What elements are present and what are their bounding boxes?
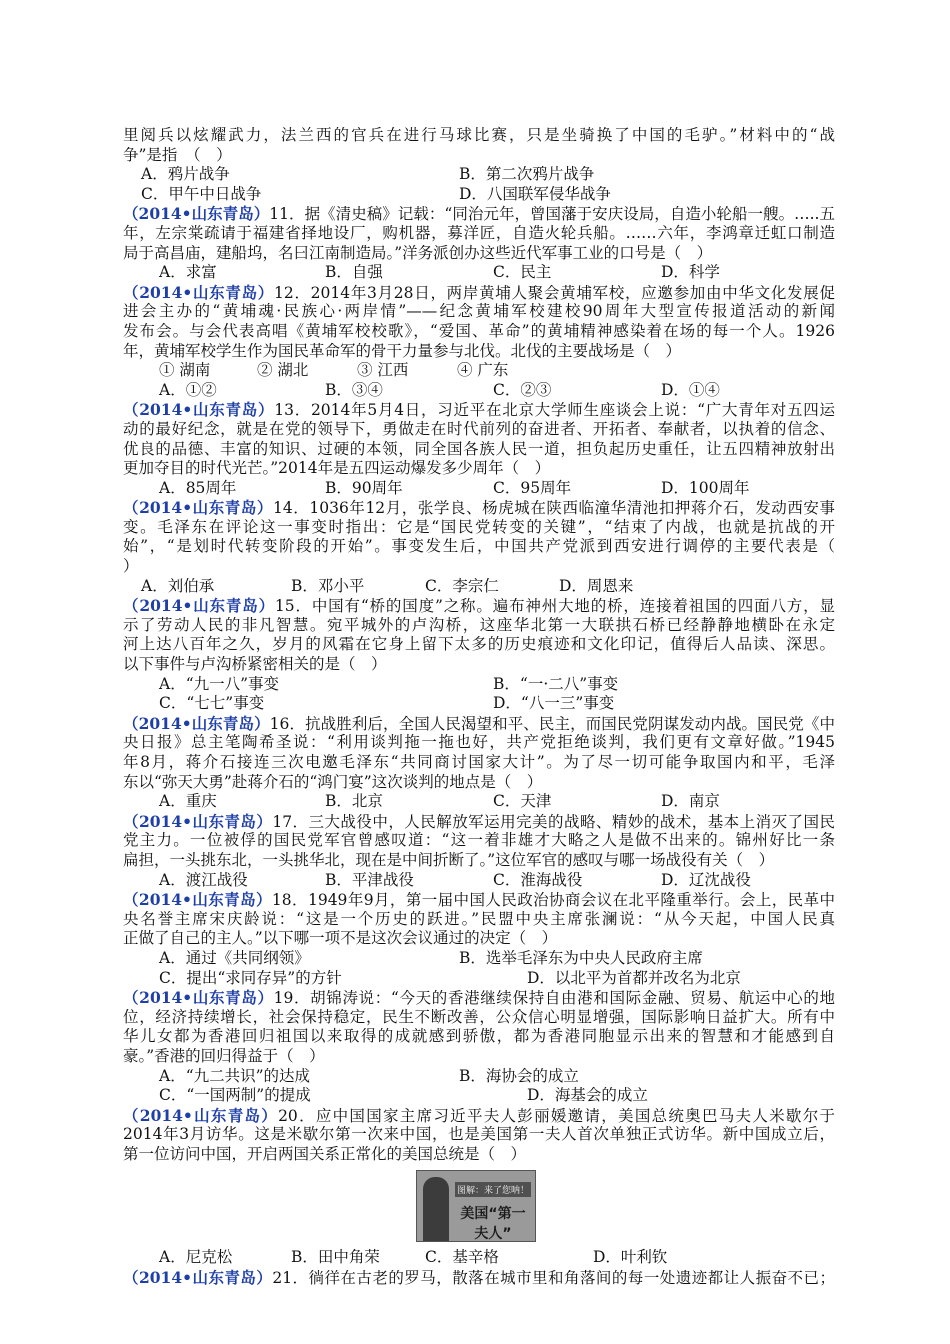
q13-line: 优良的品德、丰富的知识、过硬的本领，同全国各族人民一道，担负起历史重任，让五四精神放射出 bbox=[123, 439, 835, 458]
q11-text: 11．据《清史稿》记载：“同治元年，曾国藩于安庆设局，自造小轮船一艘。…..五 bbox=[269, 205, 835, 224]
q18-options-row bbox=[123, 949, 835, 969]
q10-option-d: D．八国联军侵华战争 bbox=[459, 184, 611, 203]
q12-source: （2014•山东青岛） bbox=[123, 282, 275, 302]
q15-line: 以下事件与卢沟桥紧密相关的是（ ） bbox=[123, 655, 387, 674]
q15-source: （2014•山东青岛） bbox=[123, 596, 275, 616]
q16-text: 16．抗战胜利后，全国人民渴望和平、民主，而国民党阴谋发动内战。国民党《中 bbox=[269, 714, 835, 733]
q17-line: 扁担，一头挑东北，一头挑华北，现在是中间折断了。”这位军官的感叹与哪一场战役有关（ ） bbox=[123, 850, 775, 869]
q12-statement-2: ② 湖北 bbox=[257, 361, 309, 380]
q19-line: 豪。”香港的回归得益于（ ） bbox=[123, 1046, 325, 1065]
q20-source: （2014•山东青岛） bbox=[123, 1105, 279, 1125]
q15-line: 河上达八百年之久，岁月的风霜在它身上留下太多的历史痕迹和文化印记，值得后人品读、深思。 bbox=[123, 635, 835, 654]
q12-option-a: A．①② bbox=[159, 380, 217, 399]
q19-line: 位，经济持续增长，社会保持稳定，民生不断改善，公众信心明显增强，国际影响日益扩大。所有中 bbox=[123, 1007, 835, 1026]
photo-caption bbox=[455, 1179, 531, 1242]
q15-line: 示了劳动人民的非凡智慧。宛平城外的卢沟桥，这座华北第一大联拱石桥已经静静地横卧在永定 bbox=[123, 615, 835, 634]
photo-caption-small: 图解：来了您呐！ bbox=[455, 1182, 531, 1197]
q21-text: 21．徜徉在古老的罗马，散落在城市里和角落间的每一处遗迹都让人振奋不已； bbox=[272, 1269, 835, 1288]
q12-option-c: C．②③ bbox=[493, 380, 552, 399]
q14-option-a: A．刘伯承 bbox=[141, 576, 215, 595]
q18-line bbox=[123, 890, 835, 910]
q11-option-c: C．民主 bbox=[493, 263, 552, 282]
q12-line: 进会主办的“黄埔魂·民族心·两岸情”——纪念黄埔军校建校90周年大型宣传报道活动的新闻 bbox=[123, 302, 835, 321]
q19-source: （2014•山东青岛） bbox=[123, 988, 274, 1008]
q11-line: 局于高昌庙，建船坞，名曰江南制造局。”洋务派创办这些近代军事工业的口号是（ ） bbox=[123, 243, 713, 262]
q20-line: 第一位访问中国，开启两国关系正常化的美国总统是（ ） bbox=[123, 1144, 527, 1163]
q17-line: 党主力。一位被俘的国民党军官曾感叹道：“这一着非雄才大略之人是做不出来的。锦州好比一条 bbox=[123, 831, 835, 850]
first-lady-photo bbox=[416, 1170, 536, 1242]
q17-option-a: A．渡江战役 bbox=[159, 870, 248, 889]
q10-option-b: B．第二次鸦片战争 bbox=[459, 165, 595, 184]
q18-text: 18．1949年9月，第一届中国人民政治协商会议在北平隆重举行。会上，民革中 bbox=[271, 891, 835, 910]
q17-line bbox=[123, 812, 835, 832]
q13-line bbox=[123, 400, 835, 420]
q17-source: （2014•山东青岛） bbox=[123, 811, 273, 831]
q21-line bbox=[123, 1268, 835, 1288]
q14-line bbox=[123, 498, 835, 518]
q11-line: 年，左宗棠疏请于福建省择地设厂，购机器，募洋匠，自造火轮兵船。……六年，李鸿章迁虹口制造 bbox=[123, 223, 835, 242]
q14-source: （2014•山东青岛） bbox=[123, 498, 274, 518]
q16-line: 年8月，蒋介石接连三次电邀毛泽东“共同商讨国家大计”。为了尽一切可能争取国内和平，毛泽 bbox=[123, 753, 835, 771]
q16-line: 央日报》总主笔陶希圣说：“利用谈判拖一拖也好，共产党拒绝谈判，我们更有文章好做。”1945 bbox=[123, 733, 835, 752]
q18-line: 正做了自己的主人。”以下哪一项不是这次会议通过的决定（ ） bbox=[123, 929, 558, 948]
q13-source: （2014•山东青岛） bbox=[123, 400, 275, 420]
q12-statement-3: ③ 江西 bbox=[357, 361, 409, 380]
q11-line bbox=[123, 204, 835, 224]
q20-line bbox=[123, 1106, 835, 1126]
q16-option-b: B．北京 bbox=[325, 792, 383, 811]
q15-option-d: D．“八一三”事变 bbox=[493, 694, 615, 713]
q18-source: （2014•山东青岛） bbox=[123, 890, 272, 910]
q11-option-a: A．求富 bbox=[159, 263, 217, 282]
q13-option-d: D．100周年 bbox=[661, 478, 750, 497]
q19-option-b: B．海协会的成立 bbox=[459, 1066, 579, 1085]
q15-text: 15．中国有“桥的国度”之称。遍布神州大地的桥，连接着祖国的四面八方，显 bbox=[274, 597, 835, 616]
q10-option-a: A．鸦片战争 bbox=[141, 165, 230, 184]
q15-option-a: A．“九一八”事变 bbox=[159, 674, 280, 693]
q17-option-c: C．淮海战役 bbox=[493, 870, 583, 889]
q13-option-c: C．95周年 bbox=[493, 478, 572, 497]
q10-option-c: C．甲午中日战争 bbox=[141, 184, 262, 203]
q18-option-d: D．以北平为首都并改名为北京 bbox=[527, 968, 741, 987]
q10-line: 里阅兵以炫耀武力，法兰西的官兵在进行马球比赛，只是坐骑换了中国的毛驴。”材料中的“战 bbox=[123, 126, 835, 144]
q15-option-b: B．“一·二八”事变 bbox=[493, 674, 619, 693]
exam-page bbox=[123, 126, 835, 1288]
q19-text: 19．胡锦涛说：“今天的香港继续保持自由港和国际金融、贸易、航运中心的地 bbox=[273, 989, 835, 1008]
q13-options-row bbox=[123, 479, 835, 499]
q20-option-c: C．基辛格 bbox=[425, 1248, 499, 1267]
q20-line: 2014年3月访华。这是米歇尔第一次来中国，也是美国第一夫人首次单独正式访华。新中国成立后， bbox=[123, 1125, 835, 1144]
q14-option-c: C．李宗仁 bbox=[425, 576, 499, 595]
q19-line: 华儿女都为香港回归祖国以来取得的成就感到骄傲，都为香港同胞显示出来的智慧和才能感到自 bbox=[123, 1027, 835, 1046]
q16-option-d: D．南京 bbox=[661, 792, 720, 811]
q13-line: 动的最好纪念，就是在党的领导下，勇做走在时代前列的奋进者、开拓者、奉献者，以执着的信念、 bbox=[123, 419, 835, 438]
q19-line bbox=[123, 988, 835, 1008]
q21-source: （2014•山东青岛） bbox=[123, 1268, 273, 1288]
q11-options-row bbox=[123, 263, 835, 283]
q12-line: 发布会。与会代表高唱《黄埔军校校歌》，“爱国、革命”的黄埔精神感染着在场的每一个人。1926 bbox=[123, 321, 835, 340]
q12-option-d: D．①④ bbox=[661, 380, 720, 399]
q16-source: （2014•山东青岛） bbox=[123, 713, 270, 733]
q20-text: 20．应中国国家主席习近平夫人彭丽媛邀请，美国总统奥巴马夫人米歇尔于 bbox=[278, 1106, 835, 1125]
q12-line bbox=[123, 283, 835, 303]
q14-options-row bbox=[123, 577, 835, 597]
q18-line: 央名誉主席宋庆龄说：“这是一个历史的跃进。”民盟中央主席张澜说：“从今天起，中国人民真 bbox=[123, 909, 835, 928]
q16-line bbox=[123, 714, 835, 734]
q19-options-row bbox=[123, 1067, 835, 1087]
q12-statement-1: ① 湖南 bbox=[159, 361, 211, 380]
q20-option-a: A．尼克松 bbox=[159, 1248, 233, 1267]
q18-option-a: A．通过《共同纲领》 bbox=[159, 948, 310, 967]
q19-option-d: D．海基会的成立 bbox=[527, 1086, 648, 1105]
q13-option-b: B．90周年 bbox=[325, 478, 403, 497]
photo-caption-title: 美国“第一夫人” bbox=[460, 1206, 526, 1243]
q16-option-c: C．天津 bbox=[493, 792, 552, 811]
q16-line: 东以“弥天大勇”赴蒋介石的“鸿门宴”这次谈判的地点是（ ） bbox=[123, 772, 543, 791]
q12-statement-4: ④ 广东 bbox=[457, 361, 509, 380]
q15-options-row bbox=[123, 694, 835, 714]
q10-line: 争”是指 （ ） bbox=[123, 145, 232, 164]
q17-option-b: B．平津战役 bbox=[325, 870, 414, 889]
q18-options-row bbox=[123, 969, 835, 989]
q14-line: 变。毛泽东在评论这一事变时指出：它是“国民党转变的关键”，“结束了内战，也就是抗战的开 bbox=[123, 517, 835, 536]
q16-option-a: A．重庆 bbox=[159, 792, 217, 811]
q20-option-d: D．叶利钦 bbox=[593, 1248, 668, 1267]
q11-option-b: B．自强 bbox=[325, 263, 383, 282]
q14-option-d: D．周恩来 bbox=[559, 576, 634, 595]
q18-option-b: B．选举毛泽东为中央人民政府主席 bbox=[459, 948, 703, 967]
q20-option-b: B．田中角荣 bbox=[291, 1248, 380, 1267]
q15-option-c: C．“七七”事变 bbox=[159, 694, 265, 713]
q15-options-row bbox=[123, 675, 835, 695]
q11-source: （2014•山东青岛） bbox=[123, 204, 270, 224]
q14-option-b: B．邓小平 bbox=[291, 576, 365, 595]
q17-options-row bbox=[123, 871, 835, 891]
q10-options-row bbox=[123, 185, 835, 205]
q11-option-d: D．科学 bbox=[661, 263, 720, 282]
q15-line bbox=[123, 596, 835, 616]
q14-text: 14．1036年12月，张学良、杨虎城在陕西临潼华清池扣押蒋介石，发动西安事 bbox=[273, 499, 835, 518]
q16-options-row bbox=[123, 792, 835, 812]
q12-statements-row bbox=[123, 361, 835, 381]
q12-text: 12．2014年3月28日，两岸黄埔人聚会黄埔军校，应邀参加由中华文化发展促 bbox=[274, 283, 835, 302]
q19-options-row bbox=[123, 1086, 835, 1106]
q12-line: 年，黄埔军校学生作为国民革命军的骨干力量参与北伐。北伐的主要战场是（ ） bbox=[123, 341, 682, 360]
q14-line: 始”，“是划时代转变阶段的开始”。事变发生后，中国共产党派到西安进行调停的主要代表是（ bbox=[123, 537, 835, 556]
q17-text: 17．三大战役中，人民解放军运用完美的战略、精妙的战术，基本上消灭了国民 bbox=[272, 812, 835, 831]
q13-text: 13．2014年5月4日，习近平在北京大学师生座谈会上说：“广大青年对五四运 bbox=[274, 401, 835, 420]
q12-option-b: B．③④ bbox=[325, 380, 383, 399]
q12-options-row bbox=[123, 381, 835, 401]
q14-line: ） bbox=[123, 557, 139, 576]
q10-options-row bbox=[123, 165, 835, 185]
q13-line: 更加夺目的时代光芒。”2014年是五四运动爆发多少周年（ ） bbox=[123, 459, 551, 478]
q19-option-c: C．“一国两制”的提成 bbox=[159, 1086, 311, 1105]
q19-option-a: A．“九二共识”的达成 bbox=[159, 1066, 311, 1085]
q18-option-c: C．提出“求同存异”的方针 bbox=[159, 968, 342, 987]
photo-person bbox=[423, 1177, 449, 1241]
q13-option-a: A．85周年 bbox=[159, 478, 237, 497]
q17-option-d: D．辽沈战役 bbox=[661, 870, 751, 889]
q20-options-row bbox=[123, 1248, 835, 1268]
